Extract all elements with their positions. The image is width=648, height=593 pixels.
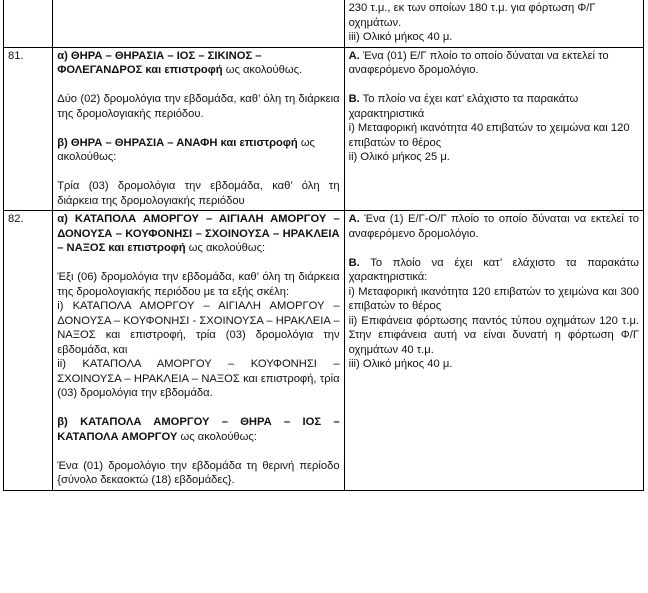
row-number-cell [4, 0, 53, 47]
requirement-b-text: Το πλοίο να έχει κατ’ ελάχιστο τα παρακάτω χαρακτηριστικά [348, 93, 579, 120]
requirement-item: ii) Ολικό μήκος 25 μ. [348, 151, 450, 163]
route-a-title: α) ΘΗΡΑ – ΘΗΡΑΣΙΑ – ΙΟΣ – ΣΙΚΙΝΟΣ – ΦΟΛΕΓΑΝΔΡΟΣ και επιστροφή [57, 49, 262, 76]
route-a-title: α) ΚΑΤΑΠΟΛΑ ΑΜΟΡΓΟΥ – ΑΙΓΙΑΛΗ ΑΜΟΡΓΟΥ – ΔΟΝΟΥΣΑ – ΚΟΥΦΟΝΗΣΙ – ΣΧΟΙΝΟΥΣΑ – ΗΡΑΚΛΕΙΑ – ΝΑΞΟΣ και επιστροφή [57, 213, 340, 254]
route-b-title: β) ΚΑΤΑΠΟΛΑ ΑΜΟΡΓΟΥ – ΘΗΡΑ – ΙΟΣ – ΚΑΤΑΠΟΛΑ ΑΜΟΡΓΟΥ [57, 416, 340, 443]
route-cell [53, 47, 344, 211]
row-number: 82. [8, 213, 24, 225]
row-number: 81. [8, 49, 24, 62]
route-cell [53, 211, 344, 491]
requirements-cell [344, 0, 643, 47]
requirement-a [349, 212, 639, 241]
route-a-text: Έξι (06) δρομολόγια την εβδομάδα, καθ’ όλη τη διάρκεια της δρομολογιακής περιόδου με τα εξής σκέλη: [57, 271, 340, 298]
requirement-b [349, 256, 639, 285]
route-b-title: β) ΘΗΡΑ – ΘΗΡΑΣΙΑ – ΑΝΑΦΗ και επιστροφή [57, 136, 298, 149]
route-b-suffix: ως ακολούθως: [57, 136, 315, 163]
route-a-heading [57, 49, 339, 78]
requirement-a [349, 49, 639, 78]
route-a-text: Δύο (02) δρομολόγια την εβδομάδα, καθ’ όλη τη διάρκεια της δρομολογιακής περιόδου. [57, 93, 340, 120]
requirement-item: i) Μεταφορική ικανότητα 40 επιβατών το χειμώνα και 120 επιβατών το θέρος [348, 122, 630, 149]
route-b-heading [57, 136, 339, 165]
requirements-cell [344, 47, 643, 211]
requirement-item: i) Μεταφορική ικανότητα 120 επιβατών το χειμώνα και 300 επιβατών το θέρος [348, 285, 639, 312]
route-a-heading [57, 212, 339, 256]
routes-table [3, 0, 644, 491]
route-b-suffix: ως ακολούθως: [177, 430, 257, 443]
route-a-suffix: ως ακολούθως. [222, 64, 303, 76]
row-number-cell [4, 211, 53, 491]
table-row-82 [4, 211, 644, 491]
row-number-cell [4, 47, 53, 211]
requirement-a-label: Α. [348, 49, 360, 62]
requirement-b-text: Το πλοίο να έχει κατ’ ελάχιστο τα παρακάτω χαρακτηριστικά: [348, 256, 639, 283]
requirement-line: iii) Ολικό μήκος 40 μ. [348, 31, 453, 43]
route-b-text: Τρία (03) δρομολόγια την εβδομάδα, καθ’ όλη τη διάρκεια της δρομολογιακής περιόδου [57, 180, 340, 207]
route-b-text: Ένα (01) δρομολόγιο την εβδομάδα τη θερινή περίοδο {σύνολο δεκαοκτώ (18) εβδομάδες}. [57, 459, 340, 486]
requirement-b-label: Β. [348, 256, 360, 269]
requirement-a-label: Α. [348, 213, 360, 225]
requirement-b-label: Β. [348, 93, 360, 105]
requirement-a-text: Ένα (01) Ε/Γ πλοίο το οποίο δύναται να εκτελεί το αναφερόμενο δρομολόγιο. [348, 49, 609, 76]
table-row-continuation [4, 0, 644, 47]
requirement-b [349, 92, 639, 121]
requirement-item: ii) Επιφάνεια φόρτωσης παντός τύπου οχημάτων 120 τ.μ. Στην επιφάνεια αυτή να είναι δυνατή η φόρτωση Φ/Γ οχημάτων 40 τ.μ. [348, 314, 639, 356]
requirement-a-text: Ένα (1) Ε/Γ-Ο/Γ πλοίο το οποίο δύναται να εκτελεί το αναφερόμενο δρομολόγιο. [348, 213, 639, 240]
table-row-81 [4, 47, 644, 211]
requirement-line: 230 τ.μ., εκ των οποίων 180 τ.μ. για φόρτωση Φ/Γ οχημάτων. [348, 2, 596, 29]
route-a-suffix: ως ακολούθως: [185, 242, 266, 254]
route-cell [53, 0, 344, 47]
route-a-item: ii) ΚΑΤΑΠΟΛΑ ΑΜΟΡΓΟΥ – ΚΟΥΦΟΝΗΣΙ – ΣΧΟΙΝΟΥΣΑ – ΗΡΑΚΛΕΙΑ – ΝΑΞΟΣ και επιστροφή, τρία (03) δρομολόγια την εβδομάδα. [57, 358, 340, 399]
route-a-item: i) ΚΑΤΑΠΟΛΑ ΑΜΟΡΓΟΥ – ΑΙΓΙΑΛΗ ΑΜΟΡΓΟΥ – ΔΟΝΟΥΣΑ – ΚΟΥΦΟΝΗΣΙ - ΣΧΟΙΝΟΥΣΑ – ΗΡΑΚΛΕΙΑ – ΝΑΞΟΣ και επιστροφή, τρία (03) δρομολόγια την εβδομάδα, και [57, 300, 340, 356]
requirements-cell [344, 211, 643, 491]
requirement-item: iii) Ολικό μήκος 40 μ. [348, 358, 453, 370]
route-b-heading [57, 415, 339, 444]
